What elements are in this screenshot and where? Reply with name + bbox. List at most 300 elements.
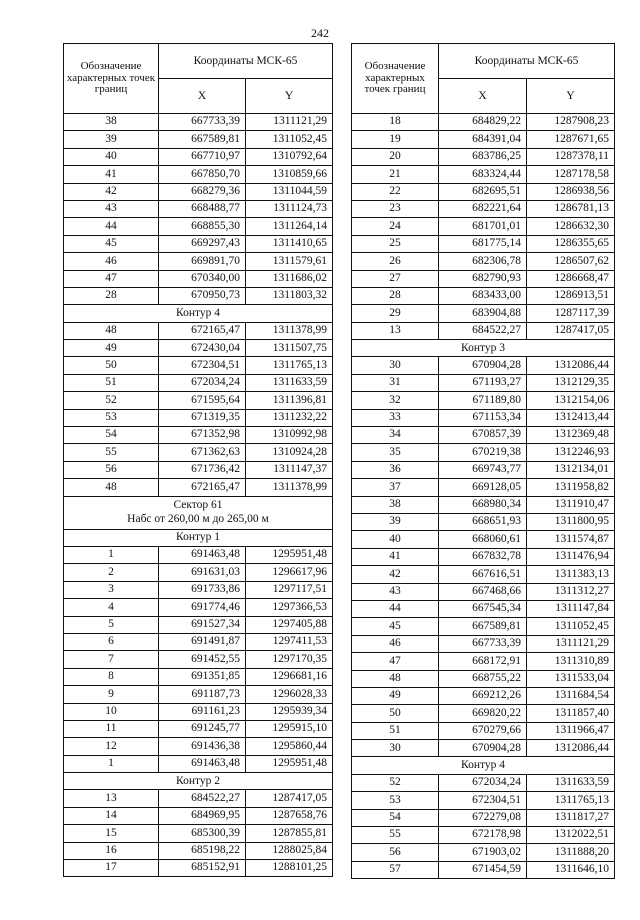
y-coordinate: 1311579,61 <box>246 253 333 270</box>
y-coordinate: 1286507,62 <box>527 253 615 270</box>
contour-heading: Контур 1 <box>64 529 333 546</box>
x-coordinate: 670340,00 <box>159 270 246 287</box>
table-row <box>352 235 615 252</box>
x-coordinate: 671189,80 <box>439 392 527 409</box>
y-coordinate: 1295951,48 <box>246 546 333 563</box>
x-coordinate: 683324,44 <box>439 166 527 183</box>
y-coordinate: 1312086,44 <box>527 740 615 757</box>
point-number: 47 <box>352 653 439 670</box>
x-coordinate: 691774,46 <box>159 599 246 616</box>
point-number: 33 <box>352 409 439 426</box>
table-row <box>352 705 615 722</box>
point-number: 55 <box>64 444 159 461</box>
point-number: 1 <box>64 546 159 563</box>
point-number: 42 <box>352 566 439 583</box>
point-number: 37 <box>352 479 439 496</box>
contour-heading-row <box>352 340 615 357</box>
y-coordinate: 1311633,59 <box>246 374 333 391</box>
point-number: 42 <box>64 183 159 200</box>
y-coordinate: 1311124,73 <box>246 200 333 217</box>
table-row <box>64 340 333 357</box>
x-coordinate: 672165,47 <box>159 479 246 496</box>
x-coordinate: 672178,98 <box>439 827 527 844</box>
y-coordinate: 1311378,99 <box>246 479 333 496</box>
x-coordinate: 672304,51 <box>439 792 527 809</box>
point-number: 40 <box>64 148 159 165</box>
table-row <box>352 774 615 791</box>
x-coordinate: 667733,39 <box>159 114 246 131</box>
table-row <box>64 409 333 426</box>
table-row <box>352 861 615 878</box>
y-coordinate: 1311765,13 <box>246 357 333 374</box>
x-coordinate: 691351,85 <box>159 668 246 685</box>
point-number: 12 <box>64 738 159 755</box>
x-coordinate: 668755,22 <box>439 670 527 687</box>
y-coordinate: 1297170,35 <box>246 651 333 668</box>
y-coordinate: 1311410,65 <box>246 235 333 252</box>
point-number: 26 <box>352 253 439 270</box>
x-coordinate: 670950,73 <box>159 287 246 304</box>
table-row <box>352 270 615 287</box>
point-number: 4 <box>64 599 159 616</box>
table-row <box>64 392 333 409</box>
x-coordinate: 668651,93 <box>439 513 527 530</box>
table-row <box>64 651 333 668</box>
table-row <box>352 513 615 530</box>
x-coordinate: 670904,28 <box>439 357 527 374</box>
y-coordinate: 1311574,87 <box>527 531 615 548</box>
point-number: 17 <box>64 860 159 877</box>
x-coordinate: 672430,04 <box>159 340 246 357</box>
table-row <box>64 546 333 563</box>
point-number: 34 <box>352 427 439 444</box>
point-number: 57 <box>352 861 439 878</box>
point-number: 38 <box>352 496 439 513</box>
table-row <box>352 566 615 583</box>
contour-heading-row <box>64 773 333 790</box>
y-coordinate: 1311800,95 <box>527 513 615 530</box>
y-coordinate: 1311044,59 <box>246 183 333 200</box>
point-number: 10 <box>64 703 159 720</box>
x-coordinate: 667616,51 <box>439 566 527 583</box>
point-number: 30 <box>352 740 439 757</box>
table-row <box>352 809 615 826</box>
y-coordinate: 1311147,37 <box>246 461 333 478</box>
contour-heading-row <box>64 529 333 546</box>
y-coordinate: 1287378,11 <box>527 148 615 165</box>
x-coordinate: 670219,38 <box>439 444 527 461</box>
y-coordinate: 1296617,96 <box>246 564 333 581</box>
table-row <box>64 616 333 633</box>
x-coordinate: 671903,02 <box>439 844 527 861</box>
x-coordinate: 691187,73 <box>159 686 246 703</box>
table-row <box>64 720 333 737</box>
table-row <box>64 686 333 703</box>
x-coordinate: 691436,38 <box>159 738 246 755</box>
point-number: 47 <box>64 270 159 287</box>
x-coordinate: 685152,91 <box>159 860 246 877</box>
point-number: 32 <box>352 392 439 409</box>
table-row <box>352 148 615 165</box>
y-coordinate: 1311052,45 <box>527 618 615 635</box>
y-coordinate: 1311857,40 <box>527 705 615 722</box>
table-row <box>64 148 333 165</box>
table-row <box>352 531 615 548</box>
x-coordinate: 683433,00 <box>439 287 527 304</box>
table-row <box>64 738 333 755</box>
table-row <box>352 183 615 200</box>
point-number: 36 <box>352 461 439 478</box>
x-coordinate: 682695,51 <box>439 183 527 200</box>
point-number: 11 <box>64 720 159 737</box>
table-row <box>352 687 615 704</box>
y-coordinate: 1311686,02 <box>246 270 333 287</box>
contour-heading: Контур 4 <box>64 305 333 322</box>
x-coordinate: 667545,34 <box>439 600 527 617</box>
table-row <box>352 722 615 739</box>
point-number: 31 <box>352 374 439 391</box>
table-row <box>64 131 333 148</box>
table-row <box>352 461 615 478</box>
x-coordinate: 667832,78 <box>439 548 527 565</box>
point-number: 44 <box>352 600 439 617</box>
table-row <box>352 635 615 652</box>
y-coordinate: 1286355,65 <box>527 235 615 252</box>
y-coordinate: 1311310,89 <box>527 653 615 670</box>
contour-heading: Контур 4 <box>352 757 615 774</box>
point-number: 13 <box>64 790 159 807</box>
y-coordinate: 1311533,04 <box>527 670 615 687</box>
table-row <box>64 860 333 877</box>
table-row <box>64 166 333 183</box>
y-coordinate: 1287855,81 <box>246 825 333 842</box>
y-coordinate: 1311958,82 <box>527 479 615 496</box>
point-number: 13 <box>352 322 439 339</box>
y-coordinate: 1288025,84 <box>246 842 333 859</box>
table-row <box>352 479 615 496</box>
table-row <box>64 200 333 217</box>
x-coordinate: 691733,86 <box>159 581 246 598</box>
y-coordinate: 1287658,76 <box>246 807 333 824</box>
point-number: 39 <box>352 513 439 530</box>
point-number: 50 <box>64 357 159 374</box>
table-row <box>64 703 333 720</box>
y-coordinate: 1311684,54 <box>527 687 615 704</box>
x-coordinate: 667589,81 <box>439 618 527 635</box>
y-coordinate: 1287117,39 <box>527 305 615 322</box>
y-coordinate: 1311803,32 <box>246 287 333 304</box>
table-row <box>352 253 615 270</box>
y-coordinate: 1311312,27 <box>527 583 615 600</box>
x-coordinate: 669891,70 <box>159 253 246 270</box>
y-coordinate: 1295860,44 <box>246 738 333 755</box>
table-row <box>64 235 333 252</box>
x-coordinate: 672279,08 <box>439 809 527 826</box>
table-row <box>64 461 333 478</box>
point-number: 51 <box>352 722 439 739</box>
coordinates-table-right <box>351 43 615 879</box>
table-row <box>352 392 615 409</box>
point-number: 44 <box>64 218 159 235</box>
x-coordinate: 671736,42 <box>159 461 246 478</box>
table-row <box>352 583 615 600</box>
table-row <box>64 114 333 131</box>
x-coordinate: 669743,77 <box>439 461 527 478</box>
designation-header: Обозначение характерных точек границ <box>352 44 439 114</box>
table-row <box>64 581 333 598</box>
y-coordinate: 1311121,29 <box>246 114 333 131</box>
table-row <box>64 479 333 496</box>
table-row <box>352 653 615 670</box>
table-row <box>64 444 333 461</box>
contour-heading-row <box>64 305 333 322</box>
table-row <box>64 253 333 270</box>
y-coordinate: 1297405,88 <box>246 616 333 633</box>
table-row <box>352 618 615 635</box>
table-row <box>352 131 615 148</box>
x-coordinate: 668855,30 <box>159 218 246 235</box>
page-number: 242 <box>311 26 329 40</box>
x-coordinate: 670279,66 <box>439 722 527 739</box>
table-row <box>352 409 615 426</box>
x-coordinate: 672034,24 <box>159 374 246 391</box>
sector-title: Сектор 61 <box>173 499 223 512</box>
y-coordinate: 1287178,58 <box>527 166 615 183</box>
y-coordinate: 1312246,93 <box>527 444 615 461</box>
point-number: 56 <box>352 844 439 861</box>
x-coordinate: 671352,98 <box>159 427 246 444</box>
contour-heading-row <box>352 757 615 774</box>
x-coordinate: 669212,26 <box>439 687 527 704</box>
table-row <box>352 305 615 322</box>
point-number: 45 <box>352 618 439 635</box>
y-coordinate: 1311121,29 <box>527 635 615 652</box>
y-coordinate: 1296681,16 <box>246 668 333 685</box>
point-number: 25 <box>352 235 439 252</box>
point-number: 21 <box>352 166 439 183</box>
table-row <box>352 200 615 217</box>
x-coordinate: 671153,34 <box>439 409 527 426</box>
point-number: 28 <box>352 287 439 304</box>
table-row <box>64 790 333 807</box>
x-coordinate: 667589,81 <box>159 131 246 148</box>
table-row <box>352 844 615 861</box>
y-coordinate: 1311765,13 <box>527 792 615 809</box>
y-coordinate: 1310792,64 <box>246 148 333 165</box>
point-number: 45 <box>64 235 159 252</box>
point-number: 9 <box>64 686 159 703</box>
y-coordinate: 1311888,20 <box>527 844 615 861</box>
point-number: 16 <box>64 842 159 859</box>
point-number: 48 <box>352 670 439 687</box>
table-row <box>352 374 615 391</box>
y-coordinate: 1297366,53 <box>246 599 333 616</box>
x-coordinate: 667710,97 <box>159 148 246 165</box>
y-coordinate: 1310924,28 <box>246 444 333 461</box>
y-coordinate: 1311633,59 <box>527 774 615 791</box>
y-coordinate: 1312022,51 <box>527 827 615 844</box>
x-coordinate: 668060,61 <box>439 531 527 548</box>
y-coordinate: 1288101,25 <box>246 860 333 877</box>
table-row <box>352 670 615 687</box>
point-number: 35 <box>352 444 439 461</box>
y-coordinate: 1286913,51 <box>527 287 615 304</box>
point-number: 53 <box>64 409 159 426</box>
table-row <box>64 218 333 235</box>
x-coordinate: 669297,43 <box>159 235 246 252</box>
x-coordinate: 691463,48 <box>159 546 246 563</box>
x-coordinate: 672165,47 <box>159 322 246 339</box>
contour-heading: Контур 2 <box>64 773 333 790</box>
x-coordinate: 669128,05 <box>439 479 527 496</box>
y-coordinate: 1311817,27 <box>527 809 615 826</box>
x-coordinate: 683904,88 <box>439 305 527 322</box>
point-number: 8 <box>64 668 159 685</box>
table-row <box>64 599 333 616</box>
sector-heading-row <box>64 496 333 529</box>
y-coordinate: 1286632,30 <box>527 218 615 235</box>
x-coordinate: 682306,78 <box>439 253 527 270</box>
x-coordinate: 691631,03 <box>159 564 246 581</box>
x-coordinate: 691491,87 <box>159 633 246 650</box>
point-number: 24 <box>352 218 439 235</box>
y-coordinate: 1310859,66 <box>246 166 333 183</box>
y-coordinate: 1295939,34 <box>246 703 333 720</box>
x-coordinate: 668488,77 <box>159 200 246 217</box>
point-number: 30 <box>352 357 439 374</box>
y-coordinate: 1310992,98 <box>246 427 333 444</box>
sector-height-range: Набс от 260,00 м до 265,00 м <box>127 512 269 525</box>
point-number: 49 <box>352 687 439 704</box>
point-number: 56 <box>64 461 159 478</box>
point-number: 19 <box>352 131 439 148</box>
y-coordinate: 1311264,14 <box>246 218 333 235</box>
point-number: 20 <box>352 148 439 165</box>
table-row <box>64 270 333 287</box>
x-coordinate: 671454,59 <box>439 861 527 878</box>
table-row <box>352 287 615 304</box>
x-coordinate: 668980,34 <box>439 496 527 513</box>
x-coordinate: 684969,95 <box>159 807 246 824</box>
y-coordinate: 1287417,05 <box>246 790 333 807</box>
y-coordinate: 1287671,65 <box>527 131 615 148</box>
point-number: 40 <box>352 531 439 548</box>
y-coordinate: 1295951,48 <box>246 755 333 772</box>
point-number: 46 <box>64 253 159 270</box>
table-row <box>64 668 333 685</box>
point-number: 50 <box>352 705 439 722</box>
y-coordinate: 1312129,35 <box>527 374 615 391</box>
point-number: 7 <box>64 651 159 668</box>
point-number: 18 <box>352 114 439 131</box>
y-coordinate: 1311476,94 <box>527 548 615 565</box>
point-number: 38 <box>64 114 159 131</box>
x-coordinate: 669820,22 <box>439 705 527 722</box>
x-coordinate: 681775,14 <box>439 235 527 252</box>
table-row <box>352 357 615 374</box>
coordinates-header: Координаты МСК-65 <box>159 44 333 79</box>
x-coordinate: 667850,70 <box>159 166 246 183</box>
table-row <box>352 600 615 617</box>
x-coordinate: 684522,27 <box>159 790 246 807</box>
x-coordinate: 668172,91 <box>439 653 527 670</box>
point-number: 15 <box>64 825 159 842</box>
x-coordinate: 691245,77 <box>159 720 246 737</box>
point-number: 14 <box>64 807 159 824</box>
coordinates-header: Координаты МСК-65 <box>439 44 615 79</box>
y-coordinate: 1295915,10 <box>246 720 333 737</box>
x-coordinate: 681701,01 <box>439 218 527 235</box>
table-row <box>64 183 333 200</box>
table-row <box>64 564 333 581</box>
y-coordinate: 1296028,33 <box>246 686 333 703</box>
y-header: Y <box>246 79 333 114</box>
point-number: 28 <box>64 287 159 304</box>
x-coordinate: 672034,24 <box>439 774 527 791</box>
y-coordinate: 1311383,13 <box>527 566 615 583</box>
x-coordinate: 682221,64 <box>439 200 527 217</box>
table-row <box>64 374 333 391</box>
x-coordinate: 671319,35 <box>159 409 246 426</box>
x-coordinate: 691463,48 <box>159 755 246 772</box>
table-row <box>352 444 615 461</box>
table-row <box>64 755 333 772</box>
table-row <box>64 825 333 842</box>
contour-heading: Контур 3 <box>352 340 615 357</box>
table-row <box>352 114 615 131</box>
y-header: Y <box>527 79 615 114</box>
y-coordinate: 1297411,53 <box>246 633 333 650</box>
point-number: 48 <box>64 322 159 339</box>
x-coordinate: 668279,36 <box>159 183 246 200</box>
point-number: 41 <box>352 548 439 565</box>
point-number: 41 <box>64 166 159 183</box>
point-number: 53 <box>352 792 439 809</box>
y-coordinate: 1311232,22 <box>246 409 333 426</box>
table-row <box>352 792 615 809</box>
y-coordinate: 1311646,10 <box>527 861 615 878</box>
point-number: 52 <box>64 392 159 409</box>
y-coordinate: 1311507,75 <box>246 340 333 357</box>
x-coordinate: 671362,63 <box>159 444 246 461</box>
table-row <box>64 357 333 374</box>
point-number: 1 <box>64 755 159 772</box>
x-coordinate: 670904,28 <box>439 740 527 757</box>
point-number: 6 <box>64 633 159 650</box>
table-row <box>352 827 615 844</box>
table-row <box>352 322 615 339</box>
x-coordinate: 685198,22 <box>159 842 246 859</box>
y-coordinate: 1286781,13 <box>527 200 615 217</box>
table-row <box>352 166 615 183</box>
x-coordinate: 691452,55 <box>159 651 246 668</box>
point-number: 2 <box>64 564 159 581</box>
y-coordinate: 1311910,47 <box>527 496 615 513</box>
table-row <box>64 427 333 444</box>
point-number: 39 <box>64 131 159 148</box>
x-coordinate: 671193,27 <box>439 374 527 391</box>
point-number: 52 <box>352 774 439 791</box>
table-row <box>64 322 333 339</box>
y-coordinate: 1311966,47 <box>527 722 615 739</box>
designation-header: Обозначение характерных точек границ <box>64 44 159 114</box>
x-coordinate: 684391,04 <box>439 131 527 148</box>
table-row <box>352 218 615 235</box>
table-row <box>64 842 333 859</box>
table-row <box>64 633 333 650</box>
x-coordinate: 684522,27 <box>439 322 527 339</box>
y-coordinate: 1286668,47 <box>527 270 615 287</box>
